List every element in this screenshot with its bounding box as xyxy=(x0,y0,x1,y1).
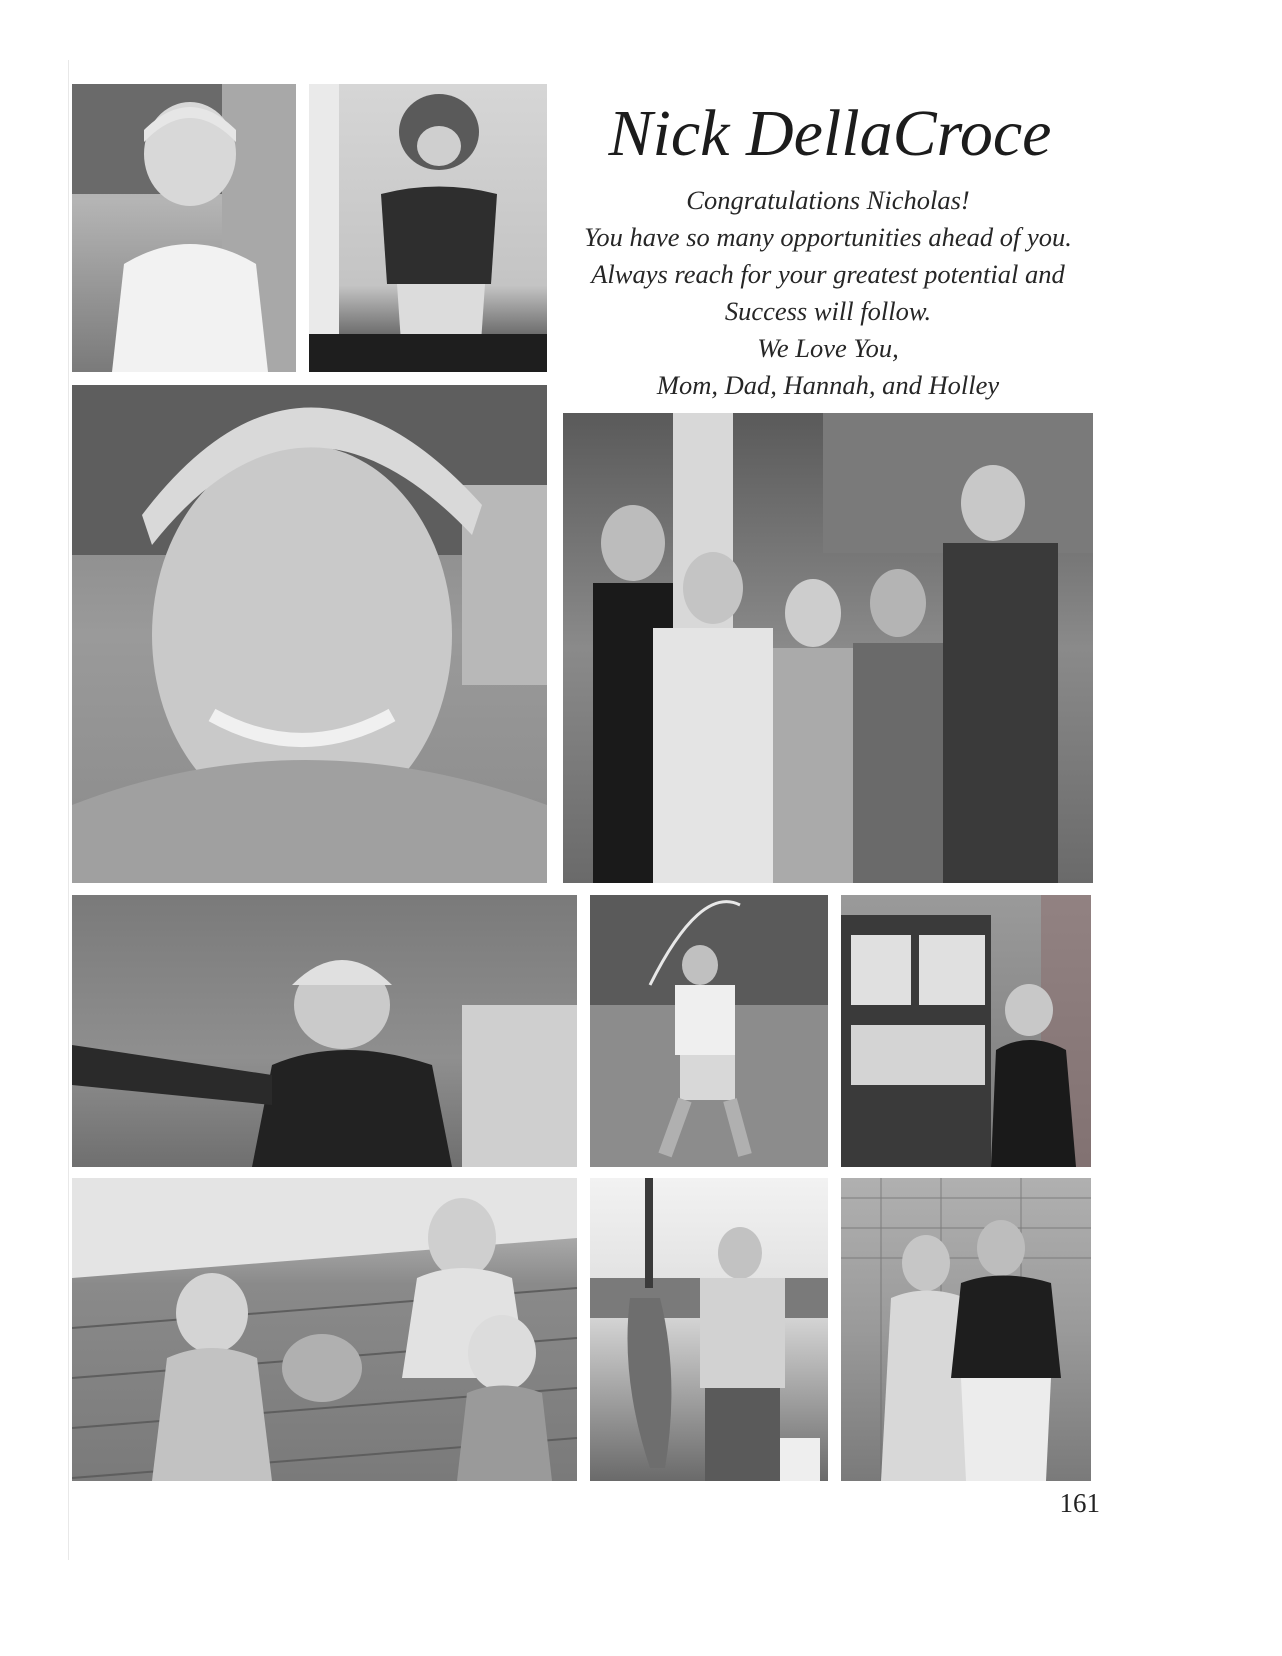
photo-fishing-catch xyxy=(590,1178,828,1481)
message-line: Congratulations Nicholas! xyxy=(686,185,970,215)
message-line: You have so many opportunities ahead of you. xyxy=(584,222,1072,252)
photo-golf-swing xyxy=(590,895,828,1167)
message-line: Success will follow. xyxy=(724,296,932,326)
message-line: Always reach for your greatest potential and xyxy=(591,259,1065,289)
photo-boy-lizard xyxy=(72,385,547,883)
message-line: Mom, Dad, Hannah, and Holley xyxy=(656,370,1000,400)
photo-tux-cap xyxy=(72,895,577,1167)
photo-child-football xyxy=(309,84,547,372)
message-line: We Love You, xyxy=(757,333,899,363)
photo-toddler-polo xyxy=(72,84,296,372)
photo-board-player xyxy=(841,895,1091,1167)
page-number: 161 xyxy=(1059,1488,1100,1518)
message-block xyxy=(548,182,1108,404)
page-edge xyxy=(68,60,69,1560)
page-title: Nick DellaCroce xyxy=(608,97,1052,170)
photo-family-group xyxy=(563,413,1093,883)
photo-dad-son-baseball xyxy=(841,1178,1091,1481)
photo-kids-deck xyxy=(72,1178,577,1481)
